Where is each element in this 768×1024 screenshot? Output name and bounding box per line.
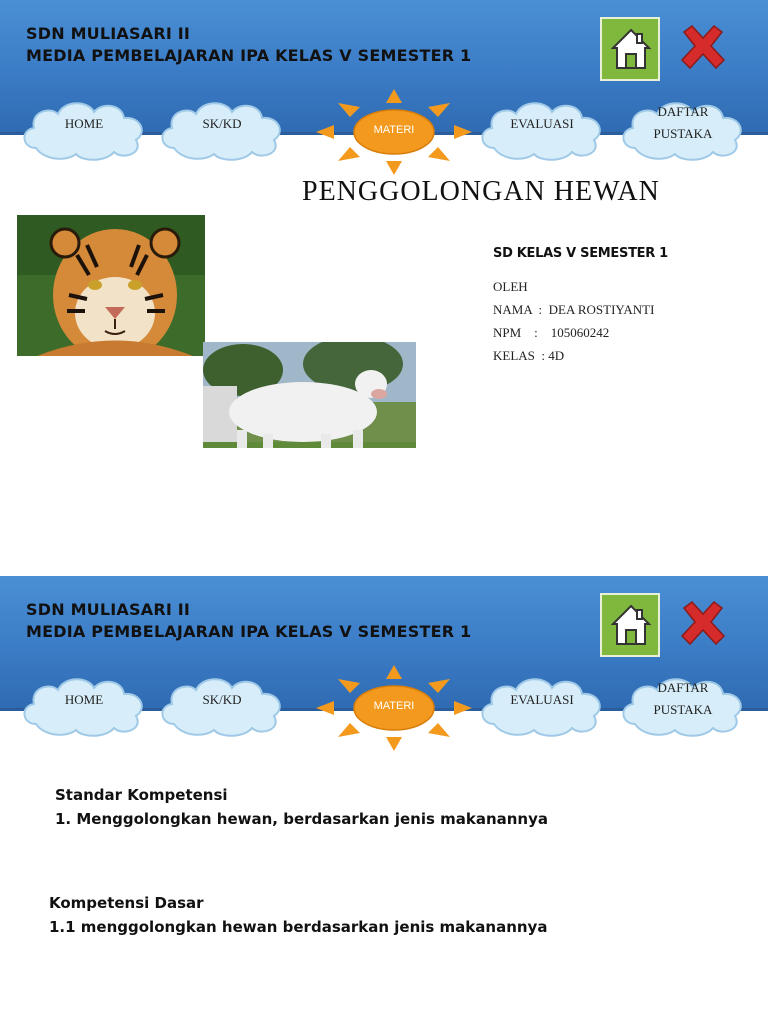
nav-materi[interactable] [316, 89, 472, 175]
standar-kompetensi-item: 1. Menggolongkan hewan, berdasarkan jenis makanannya [55, 810, 549, 828]
author-name: NAMA : DEA ROSTIYANTI [493, 302, 655, 317]
nav-evaluasi[interactable] [474, 96, 610, 154]
nav-materi-label: MATERI [373, 700, 415, 712]
nav-evaluasi[interactable] [474, 672, 610, 730]
home-button[interactable] [600, 17, 660, 81]
nav-daftar-label-1: DAFTAR [657, 104, 709, 119]
nav-daftar-label-1: DAFTAR [657, 680, 709, 695]
nav-skkd-label: SK/KD [202, 116, 242, 131]
nav-home-label: HOME [64, 116, 104, 131]
slide-skkd [0, 576, 768, 1024]
school-name: SDN MULIASARI II [26, 600, 191, 619]
close-button[interactable] [678, 600, 728, 648]
nav-materi-label: MATERI [373, 124, 415, 136]
page-title: PENGGOLONGAN HEWAN [302, 176, 660, 207]
author-class: KELAS : 4D [493, 348, 565, 363]
close-button[interactable] [678, 24, 728, 72]
nav-evaluasi-label: EVALUASI [510, 692, 574, 707]
cow-image [203, 342, 416, 448]
nav-daftar-label-2: PUSTAKA [653, 702, 713, 717]
nav-home[interactable] [18, 672, 150, 730]
nav-evaluasi-label: EVALUASI [510, 116, 574, 131]
class-semester-heading: SD KELAS V SEMESTER 1 [493, 246, 668, 261]
nav-home-label: HOME [64, 692, 104, 707]
nav-skkd[interactable] [156, 96, 288, 154]
house-icon [609, 26, 653, 72]
close-x-icon [678, 600, 728, 648]
house-icon [609, 602, 653, 648]
standar-kompetensi-heading: Standar Kompetensi [55, 786, 228, 804]
tiger-image [17, 215, 205, 356]
nav-skkd[interactable] [156, 672, 288, 730]
nav-skkd-label: SK/KD [202, 692, 242, 707]
author-npm: NPM : 105060242 [493, 325, 610, 340]
kompetensi-dasar-item: 1.1 menggolongkan hewan berdasarkan jenis makanannya [49, 918, 548, 936]
nav-daftar-label-2: PUSTAKA [653, 126, 713, 141]
author-oleh: OLEH [493, 279, 528, 294]
nav-daftar-pustaka[interactable] [617, 96, 749, 154]
media-subtitle: MEDIA PEMBELAJARAN IPA KELAS V SEMESTER 1 [26, 622, 472, 641]
slide-cover [0, 0, 768, 448]
nav-daftar-pustaka[interactable] [617, 672, 749, 730]
school-name: SDN MULIASARI II [26, 24, 191, 43]
home-button[interactable] [600, 593, 660, 657]
media-subtitle: MEDIA PEMBELAJARAN IPA KELAS V SEMESTER 1 [26, 46, 472, 65]
close-x-icon [678, 24, 728, 72]
nav-home[interactable] [18, 96, 150, 154]
nav-materi[interactable] [316, 665, 472, 751]
kompetensi-dasar-heading: Kompetensi Dasar [49, 894, 204, 912]
